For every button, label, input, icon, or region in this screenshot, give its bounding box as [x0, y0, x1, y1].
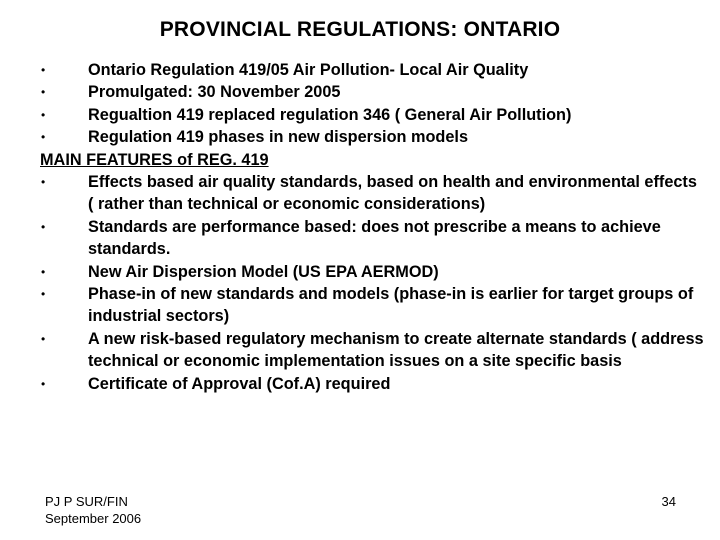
intro-bullet-text: Promulgated: 30 November 2005 — [88, 83, 341, 102]
bullet-icon: • — [41, 107, 46, 122]
feature-bullet-text: Certificate of Approval (Cof.A) required — [88, 374, 391, 393]
intro-bullet — [40, 59, 705, 81]
feature-bullet — [40, 171, 705, 216]
slide-content — [40, 59, 705, 395]
section-heading: MAIN FEATURES of REG. 419 — [40, 150, 269, 169]
bullet-icon: • — [41, 331, 46, 346]
feature-bullet-text: A new risk-based regulatory mechanism to create alternate standards ( address technical or economic implementation issues on a site specific basis — [88, 329, 704, 371]
bullet-icon: • — [41, 264, 46, 279]
bullet-icon: • — [41, 287, 46, 302]
bullet-icon: • — [41, 175, 46, 190]
feature-bullet — [40, 328, 705, 373]
bullet-icon: • — [41, 376, 46, 391]
bullet-icon: • — [41, 63, 46, 77]
intro-bullet — [40, 81, 705, 103]
intro-bullet-text: Regualtion 419 replaced regulation 346 ( General Air Pollution) — [88, 105, 572, 124]
footer-date: September 2006 — [45, 511, 142, 526]
feature-bullet — [40, 373, 705, 395]
footer-author: PJ P SUR/FIN — [45, 494, 128, 509]
feature-bullet-text: Phase-in of new standards and models (phase-in is earlier for target groups of industrial sectors) — [88, 285, 694, 326]
feature-bullet — [40, 261, 705, 283]
bullet-icon: • — [41, 130, 46, 145]
footer-credits — [45, 493, 141, 527]
feature-bullet — [40, 216, 705, 261]
feature-bullet — [40, 283, 705, 328]
feature-bullet-text: Effects based air quality standards, based on health and environmental effects ( rather than technical or economic considerations) — [88, 173, 697, 214]
intro-bullet — [40, 126, 705, 148]
slide-title: PROVINCIAL REGULATIONS: ONTARIO — [159, 18, 561, 41]
feature-bullet-text: Standards are performance based: does not prescribe a means to achieve standards. — [88, 217, 661, 259]
bullet-icon: • — [41, 85, 46, 100]
intro-bullet-text: Regulation 419 phases in new dispersion models — [88, 128, 468, 147]
page-number: 34 — [661, 494, 676, 509]
intro-bullet — [40, 104, 705, 126]
feature-bullet-text: New Air Dispersion Model (US EPA AERMOD) — [88, 262, 439, 281]
bullet-icon: • — [41, 219, 46, 234]
intro-bullet-text: Ontario Regulation 419/05 Air Pollution- Local Air Quality — [88, 61, 529, 79]
